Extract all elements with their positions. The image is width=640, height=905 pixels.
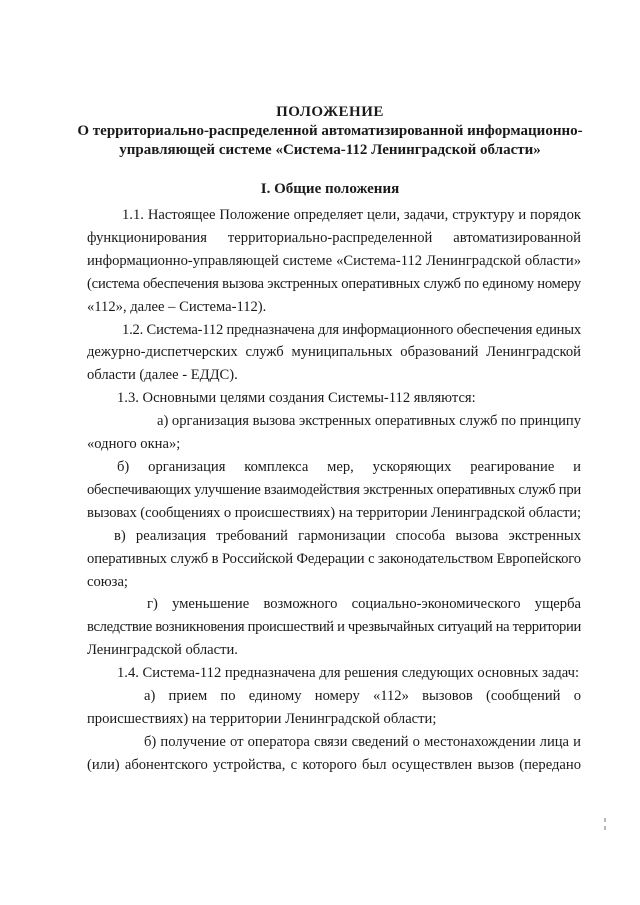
body-line: Ленинградской области. — [87, 642, 238, 659]
body-line: области (далее - ЕДДС). — [87, 367, 238, 384]
document-title: ПОЛОЖЕНИЕ — [276, 104, 384, 120]
body-line: союза; — [87, 573, 128, 590]
body-line: «одного окна»; — [87, 436, 181, 453]
document-body — [87, 204, 581, 777]
body-line: функционирования территориально-распределенной автоматизированной — [87, 229, 581, 246]
body-line: вызовах (сообщениях о происшествиях) на территории Ленинградской области; — [87, 504, 581, 521]
body-line: 1.3. Основными целями создания Системы-112 являются: — [117, 390, 476, 407]
body-line: информационно-управляющей системе «Система-112 Ленинградской области» — [87, 252, 581, 269]
body-line: 1.1. Настоящее Положение определяет цели, задачи, структуру и порядок — [122, 207, 581, 223]
body-line: 1.4. Система-112 предназначена для решения следующих основных задач: — [117, 665, 580, 682]
body-line: б) организация комплекса мер, ускоряющих реагирование и — [117, 458, 581, 475]
body-line: в) реализация требований гармонизации способа вызова экстренных — [114, 527, 581, 544]
body-line: обеспечивающих улучшение взаимодействия экстренных оперативных служб при — [87, 481, 581, 498]
body-line: дежурно-диспетчерских служб муниципальных образований Ленинградской — [87, 344, 581, 361]
body-line: (или) абонентского устройства, с которого был осуществлен вызов (передано — [87, 756, 581, 773]
body-line: оперативных служб в Российской Федерации с законодательством Европейского — [87, 550, 581, 567]
body-line: вследствие возникновения происшествий и чрезвычайных ситуаций на территории — [87, 619, 581, 636]
document-subtitle-line-2: управляющей системе «Система-112 Ленинградской области» — [119, 142, 541, 158]
scan-artifact — [604, 818, 606, 822]
body-line: а) организация вызова экстренных оперативных служб по принципу — [157, 413, 581, 430]
body-line: г) уменьшение возможного социально-экономического ущерба — [147, 596, 581, 613]
scan-artifact — [604, 826, 606, 830]
document-subtitle-line-1: О территориально-распределенной автоматизированной информационно- — [77, 123, 583, 139]
body-line: происшествиях) на территории Ленинградской области; — [87, 710, 437, 727]
body-line: 1.2. Система-112 предназначена для информационного обеспечения единых — [122, 321, 581, 338]
body-line: б) получение от оператора связи сведений о местонахождении лица и — [144, 733, 581, 750]
document-header — [60, 103, 600, 160]
body-line: (система обеспечения вызова экстренных оперативных служб по единому номеру — [87, 275, 581, 292]
body-line: «112», далее – Система-112). — [87, 298, 267, 315]
body-line: а) прием по единому номеру «112» вызовов (сообщений о — [144, 688, 581, 705]
section-heading: I. Общие положения — [260, 181, 400, 197]
